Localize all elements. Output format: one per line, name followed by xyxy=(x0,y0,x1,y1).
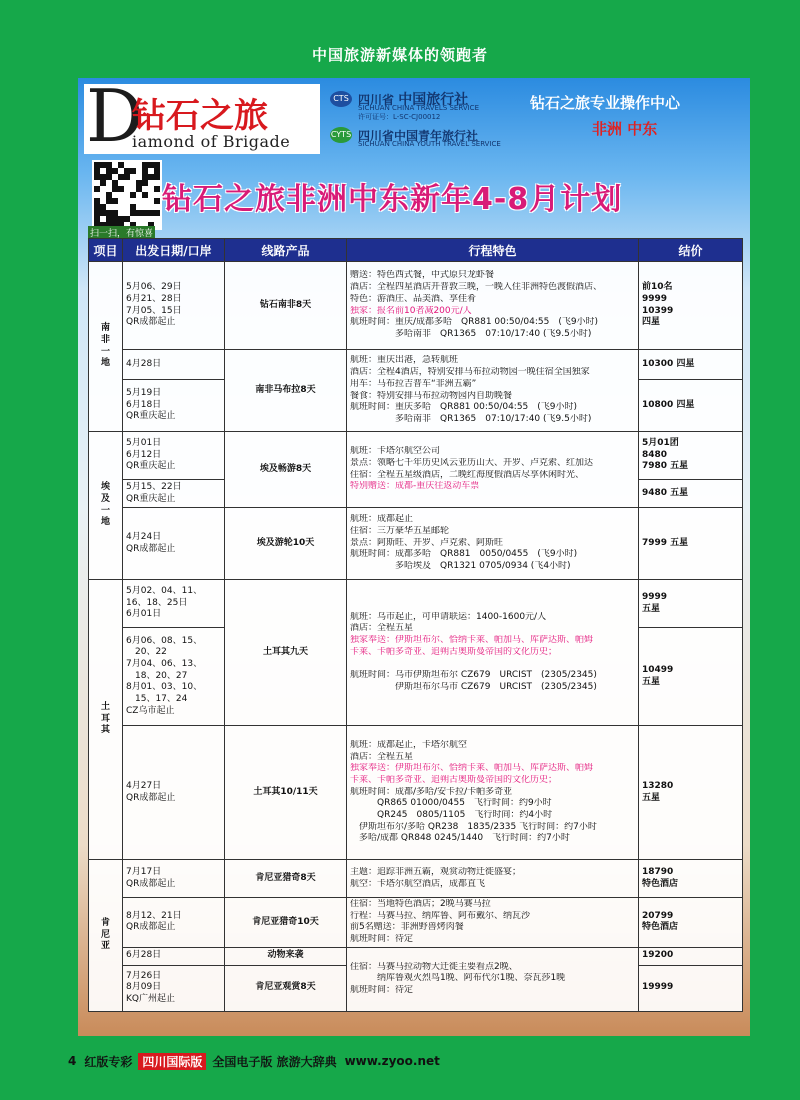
feature-line: 景点：领略七千年历史风云亚历山大、开罗、卢克索、红加达 xyxy=(350,457,594,468)
row-price: 10300 四星 xyxy=(639,350,743,380)
row-product[interactable]: 钻石南非8天 xyxy=(225,262,347,350)
table-row xyxy=(89,350,743,380)
qr-code-icon[interactable] xyxy=(92,160,162,230)
agency-2-name: 四川省中国青年旅行社 xyxy=(358,128,479,143)
cyts-logo-icon: CYTS xyxy=(330,127,352,143)
feature-line: 特色：游酒庄、品美酒、享佳肴 xyxy=(350,293,477,304)
row-price: 18790 特色酒店 xyxy=(639,860,743,898)
feature-line: 酒店：全程五星 xyxy=(350,751,414,762)
row-dates: 5月06、29日 6月21、28日 7月05、15日 QR成都起止 xyxy=(123,262,225,350)
row-price: 7999 五星 xyxy=(639,508,743,580)
row-features xyxy=(347,432,639,508)
main-title: 钻石之旅非洲中东新年4-8月计划 xyxy=(162,182,623,217)
row-dates: 4月27日 QR成都起止 xyxy=(123,726,225,860)
feature-line: 多哈南非 QR1365 07:10/17:40 (飞9.5小时) xyxy=(350,328,592,339)
feature-line: 航班时间：成都多哈 QR881 0050/0455 (飞9小时) xyxy=(350,549,578,560)
feature-line: 前5名赠送：非洲野兽烤肉餐 xyxy=(350,922,464,933)
region-south-africa: 南 非 一 地 xyxy=(89,262,123,432)
row-features xyxy=(347,580,639,726)
row-product[interactable]: 动物来袭 xyxy=(225,947,347,965)
feature-line: 独家：报名前10者减200元/人 xyxy=(350,305,472,316)
row-features xyxy=(347,947,639,1011)
table-row xyxy=(89,508,743,580)
operation-center-name: 钻石之旅专业操作中心 xyxy=(530,94,681,112)
feature-line xyxy=(350,658,635,670)
header-dates: 出发日期/口岸 xyxy=(123,239,225,262)
feature-line: 景点：阿斯旺、开罗、卢克索、阿斯旺 xyxy=(350,537,504,548)
feature-line: 独家奉送：伊斯坦布尔、恰纳卡莱、帕加马、库萨达斯、帕姆 xyxy=(350,634,594,645)
feature-line: 酒店：全程五星 xyxy=(350,623,414,634)
region-tag: 非洲 中东 xyxy=(592,120,658,138)
feature-line: 酒店：全程4酒店，特别安排马布拉动物园一晚住宿全国独家 xyxy=(350,367,590,378)
footer-label: 红版专彩 xyxy=(84,1054,133,1069)
feature-line: 住宿：三万豪华五星邮轮 xyxy=(350,525,450,536)
table-row xyxy=(89,432,743,480)
feature-line: 航班时间：待定 xyxy=(350,985,414,996)
row-features xyxy=(347,898,639,948)
feature-line: 伊斯坦布尔/多哈 QR238 1835/2335 飞行时间：约7小时 xyxy=(350,821,597,832)
row-price: 19200 xyxy=(639,947,743,965)
feature-line: 航班时间：乌市伊斯坦布尔 CZ679 URCIST (2305/2345) xyxy=(350,670,597,681)
row-price: 9999 五星 xyxy=(639,580,743,628)
table-row xyxy=(89,262,743,350)
feature-line: 住宿：马赛马拉动物大迁徙主要看点2晚、 xyxy=(350,961,518,972)
row-dates: 8月12、21日 QR成都起止 xyxy=(123,898,225,948)
table-row xyxy=(89,580,743,628)
row-product[interactable]: 埃及畅游8天 xyxy=(225,432,347,508)
feature-line: QR865 01000/0455 飞行时间：约9小时 xyxy=(350,798,552,809)
logo-chinese-name: 钻石之旅 xyxy=(132,96,268,136)
logo-english-name: iamond of Brigade xyxy=(132,132,291,151)
row-dates: 4月24日 QR成都起止 xyxy=(123,508,225,580)
feature-line: 行程：马赛马拉、纳库鲁、阿布戴尔、纳瓦沙 xyxy=(350,910,531,921)
feature-line: 纳库鲁观火烈鸟1晚、阿布代尔1晚、奈瓦莎1晚 xyxy=(350,973,566,984)
row-dates: 5月19日 6月18日 QR重庆起止 xyxy=(123,380,225,432)
footer-site-link[interactable]: www.zyoo.net xyxy=(344,1054,440,1068)
row-price: 前10名 9999 10399 四星 xyxy=(639,262,743,350)
row-features xyxy=(347,350,639,432)
row-price: 5月01团 8480 7980 五星 xyxy=(639,432,743,480)
feature-line: 航空：卡塔尔航空酒店，成都直飞 xyxy=(350,878,486,889)
feature-line: 赠送：特色西式餐，中式原只龙虾餐 xyxy=(350,270,495,281)
row-dates: 6月28日 xyxy=(123,947,225,965)
row-price: 10499 五星 xyxy=(639,628,743,726)
agency-1-name: 中国旅行社 xyxy=(398,92,469,108)
feature-line: 航班：乌市起止，可申请联运：1400-1600元/人 xyxy=(350,611,547,622)
table-row xyxy=(89,898,743,948)
page-number: 4 xyxy=(68,1054,77,1068)
row-dates: 5月02、04、11、 16、18、25日 6月01日 xyxy=(123,580,225,628)
row-dates: 4月28日 xyxy=(123,350,225,380)
row-product[interactable]: 肯尼亚观赏8天 xyxy=(225,965,347,1011)
agency-2-english: SICHUAN CHINA YOUTH TRAVEL SERVICE xyxy=(358,140,501,148)
header-product: 线路产品 xyxy=(225,239,347,262)
feature-line: 伊斯坦布尔乌市 CZ679 URCIST (2305/2345) xyxy=(350,681,597,692)
row-price: 19999 xyxy=(639,965,743,1011)
logo-letter: D xyxy=(86,74,144,158)
row-features xyxy=(347,508,639,580)
row-dates: 5月15、22日 QR重庆起止 xyxy=(123,480,225,508)
row-dates: 5月01日 6月12日 QR重庆起止 xyxy=(123,432,225,480)
row-product[interactable]: 土耳其九天 xyxy=(225,580,347,726)
feature-line: 酒店：全程四星酒店开普敦三晚，一晚入住非洲特色渡假酒店、 xyxy=(350,282,603,293)
feature-line: 住宿：当地特色酒店；2晚马赛马拉 xyxy=(350,899,491,909)
agency-1-prefix: 四川省 xyxy=(358,93,395,107)
row-product[interactable]: 肯尼亚猎奇10天 xyxy=(225,898,347,948)
table-row xyxy=(89,947,743,965)
brand-logo xyxy=(84,74,320,158)
page-footer xyxy=(68,1052,768,1070)
row-product[interactable]: 肯尼亚猎奇8天 xyxy=(225,860,347,898)
table-header-row xyxy=(89,239,743,262)
row-dates: 6月06、08、15、 20、22 7月04、06、13、 18、20、27 8月01、03、10、 15、17、24 CZ乌市起止 xyxy=(123,628,225,726)
feature-line: 特别赠送：成都-重庆往返动车票 xyxy=(350,481,480,492)
table-row xyxy=(89,860,743,898)
feature-line: 多哈南非 QR1365 07:10/17:40 (飞9.5小时) xyxy=(350,413,592,424)
flyer-header xyxy=(78,74,750,239)
region-turkey: 土 耳 其 xyxy=(89,580,123,860)
feature-line: 卡莱、卡帕多奇亚、追朔古奥斯曼帝国的文化历史； xyxy=(350,774,558,785)
header-features: 行程特色 xyxy=(347,239,639,262)
agency-1-english: SICHUAN CHINA TRAVELS SERVICE xyxy=(358,104,479,112)
feature-line: 主题：追踪非洲五霸，观赏动物迁徙盛宴； xyxy=(350,866,522,877)
feature-line: 航班时间：重庆/成都多哈 QR881 00:50/04:55 (飞9小时) xyxy=(350,317,599,328)
feature-line: 多哈/成都 QR848 0245/1440 飞行时间：约7小时 xyxy=(350,833,570,844)
feature-line: 多哈埃及 QR1321 0705/0934 (飞4小时) xyxy=(350,561,571,572)
row-product[interactable]: 土耳其10/11天 xyxy=(225,726,347,860)
header-price: 结价 xyxy=(639,239,743,262)
row-product[interactable]: 南非马布拉8天 xyxy=(225,350,347,432)
row-price: 10800 四星 xyxy=(639,380,743,432)
header-project: 项目 xyxy=(89,239,123,262)
row-product[interactable]: 埃及游轮10天 xyxy=(225,508,347,580)
feature-line: 航班：成都起止，卡塔尔航空 xyxy=(350,739,468,750)
row-dates: 7月17日 QR成都起止 xyxy=(123,860,225,898)
flyer-panel xyxy=(78,74,750,1036)
feature-line: 航班时间：成都/多哈/安卡拉/卡帕多奇亚 xyxy=(350,786,513,797)
feature-line: 航班：成都起止 xyxy=(350,514,414,525)
agency-1-license: 许可证号：L-SC-CJ00012 xyxy=(358,113,441,121)
footer-tag: 四川国际版 xyxy=(138,1053,206,1070)
footer-edition: 全国电子版 旅游大辞典 xyxy=(212,1054,337,1069)
row-price: 9480 五星 xyxy=(639,480,743,508)
row-features xyxy=(347,262,639,350)
agency-block xyxy=(330,86,520,148)
table-row xyxy=(89,726,743,860)
region-egypt: 埃 及 一 地 xyxy=(89,432,123,580)
cts-logo-icon: CTS xyxy=(330,91,352,107)
row-features xyxy=(347,726,639,860)
top-slogan: 中国旅游新媒体的领跑者 xyxy=(311,46,488,64)
feature-line: QR245 0805/1105 飞行时间：约4小时 xyxy=(350,810,553,821)
feature-line: 住宿：全程五星级酒店，二晚红海度假酒店尽享休闲时光、 xyxy=(350,469,585,480)
schedule-table xyxy=(88,238,743,1012)
feature-line: 餐食：特别安排马布拉动物园内自助晚餐 xyxy=(350,390,513,401)
feature-line: 用车：马布拉吉普车“非洲五霸” xyxy=(350,378,477,389)
feature-line: 航班时间：重庆多哈 QR881 00:50/04:55 (飞9小时) xyxy=(350,402,578,413)
row-features xyxy=(347,860,639,898)
row-dates: 7月26日 8月09日 KQ广州起止 xyxy=(123,965,225,1011)
feature-line: 独家奉送：伊斯坦布尔、恰纳卡莱、帕加马、库萨达斯、帕姆 xyxy=(350,763,594,774)
region-kenya: 肯 尼 亚 xyxy=(89,860,123,1012)
qr-caption: 扫一扫，有惊喜 xyxy=(88,226,155,239)
row-price: 13280 五星 xyxy=(639,726,743,860)
feature-line: 航班：重庆出港，急转航班 xyxy=(350,355,459,366)
feature-line: 卡莱、卡帕多奇亚、追朔古奥斯曼帝国的文化历史； xyxy=(350,646,558,657)
feature-line: 航班：卡塔尔航空公司 xyxy=(350,446,441,457)
row-price: 20799 特色酒店 xyxy=(639,898,743,948)
feature-line: 航班时间：待定 xyxy=(350,934,414,945)
